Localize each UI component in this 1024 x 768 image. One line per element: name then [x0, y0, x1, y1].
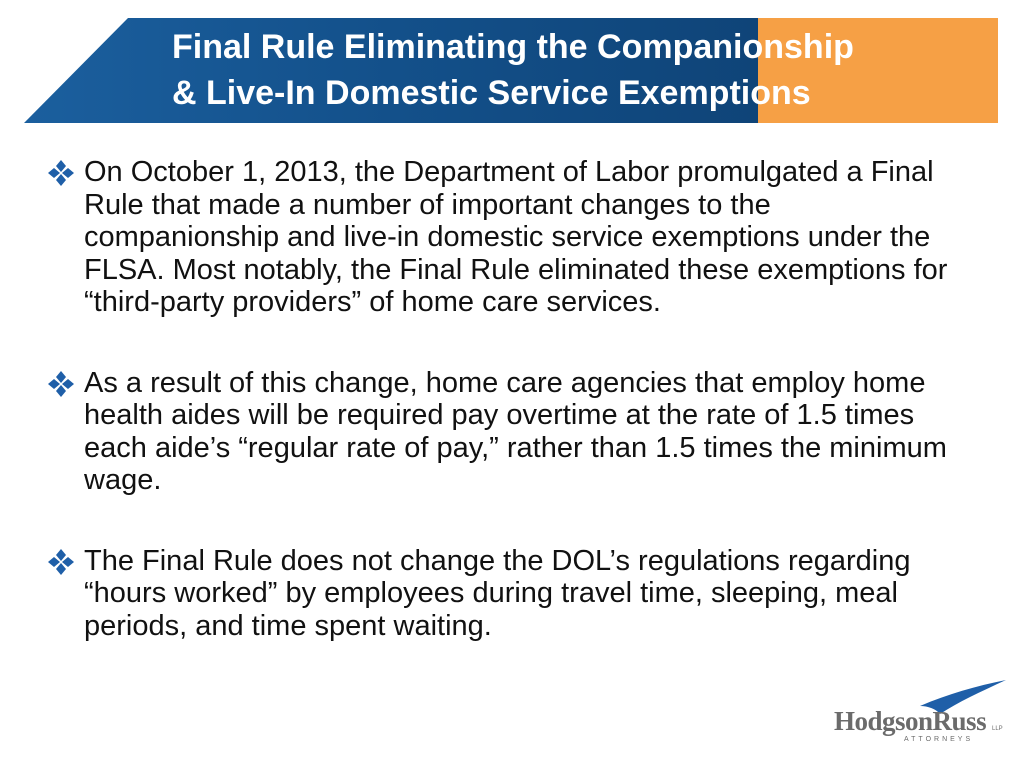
bullet-text-3: The Final Rule does not change the DOL’s regulations regarding “hours worked” by employees during travel time, sleeping, meal periods, and time spent waiting. [84, 544, 911, 642]
slide-title-line2: & Live-In Domestic Service Exemptions [172, 74, 811, 112]
title-banner [0, 0, 1024, 130]
bullet-text-1: On October 1, 2013, the Department of Labor promulgated a Final Rule that made a number of important changes to the companionship and live-in domestic service exemptions under the FLSA. Most notably, the Final Rule eliminated these exemptions for “third-party providers” of home care services. [84, 156, 948, 318]
bullet-item-3 [46, 545, 966, 643]
bullet-list [46, 156, 966, 690]
four-diamond-bullet-icon [46, 547, 76, 577]
logo-subtitle: ATTORNEYS [904, 736, 974, 743]
bullet-item-1 [46, 156, 966, 319]
bullet-text-2: As a result of this change, home care agencies that employ home health aides will be required pay overtime at the rate of 1.5 times each aide’s “regular rate of pay,” rather than 1.5 times the minimum wage. [84, 366, 947, 496]
logo-llp: LLP [992, 726, 1003, 732]
slide-title [172, 24, 1002, 116]
four-diamond-bullet-icon [46, 158, 76, 188]
four-diamond-bullet-icon [46, 369, 76, 399]
logo-wordmark: HodgsonRuss [834, 706, 987, 736]
company-logo [830, 676, 1020, 756]
bullet-item-2 [46, 367, 966, 497]
slide-title-line1: Final Rule Eliminating the Companionship [172, 28, 854, 66]
